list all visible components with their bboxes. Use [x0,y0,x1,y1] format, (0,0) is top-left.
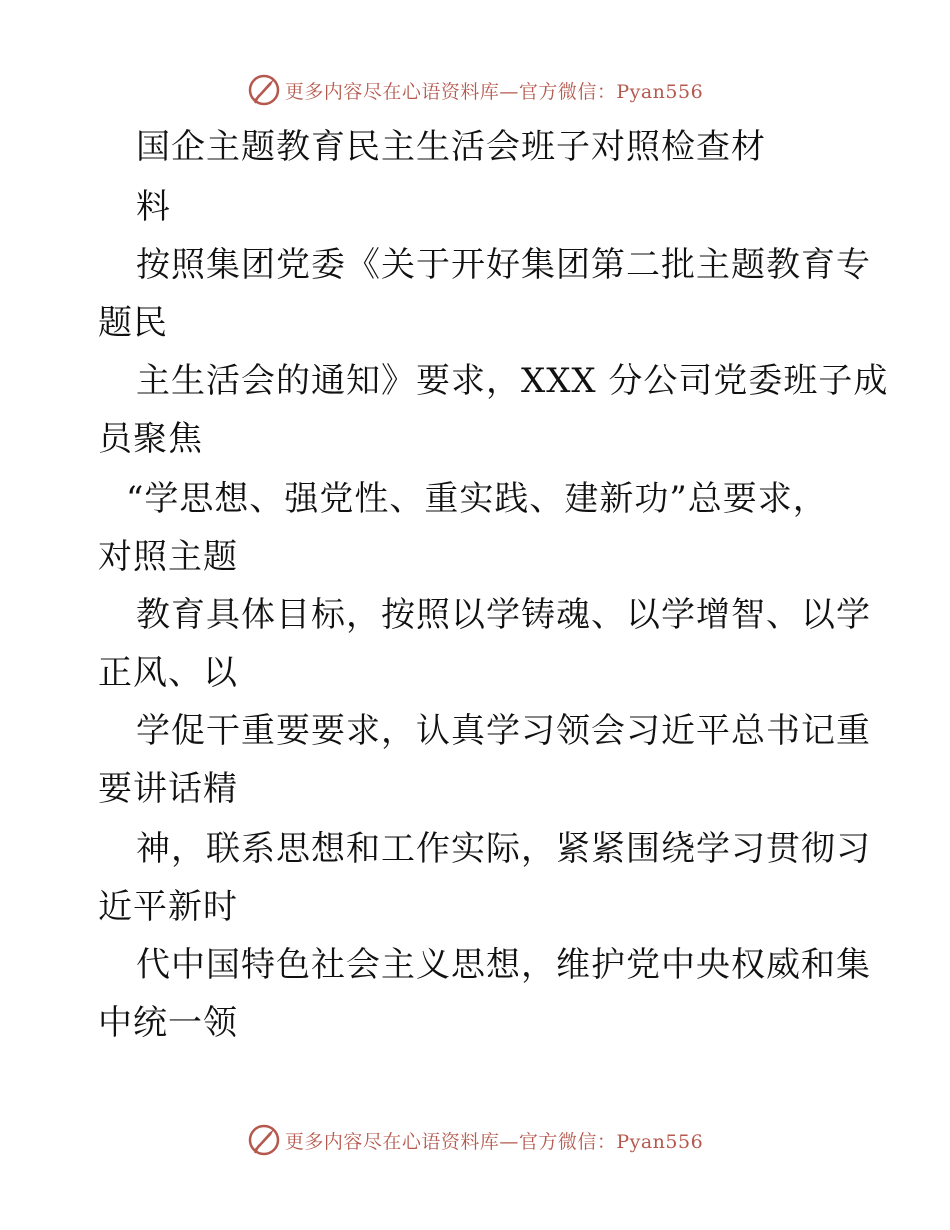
quill-pen-circle-icon [247,73,281,107]
text-line: 员聚焦 [98,419,203,459]
watermark-text: 更多内容尽在心语资料库—官方微信：Pyan556 [284,80,704,103]
text-line: 按照集团党委《关于开好集团第二批主题教育专 [136,245,871,285]
footer-watermark [0,1120,950,1160]
text-line: 题民 [98,303,168,343]
quill-pen-circle-icon [247,1123,281,1157]
text-line: 近平新时 [98,887,238,927]
header-watermark [0,70,950,110]
text-line: “学思想、强党性、重实践、建新功”总要求， [126,479,828,519]
text-line: 中统一领 [98,1003,238,1043]
doc-title-line-2: 料 [136,187,171,227]
text-line: 主生活会的通知》要求，XXX 分公司党委班子成 [136,361,889,401]
text-line: 对照主题 [98,537,238,577]
text-line: 教育具体目标，按照以学铸魂、以学增智、以学 [136,595,871,635]
watermark-text: 更多内容尽在心语资料库—官方微信：Pyan556 [284,1130,704,1153]
text-line: 神，联系思想和工作实际，紧紧围绕学习贯彻习 [136,829,871,869]
text-line: 学促干重要要求，认真学习领会习近平总书记重 [136,711,871,751]
text-line: 要讲话精 [98,769,238,809]
doc-title-line-1: 国企主题教育民主生活会班子对照检查材 [136,127,766,167]
text-line: 正风、以 [98,653,238,693]
text-line: 代中国特色社会主义思想，维护党中央权威和集 [136,945,871,985]
